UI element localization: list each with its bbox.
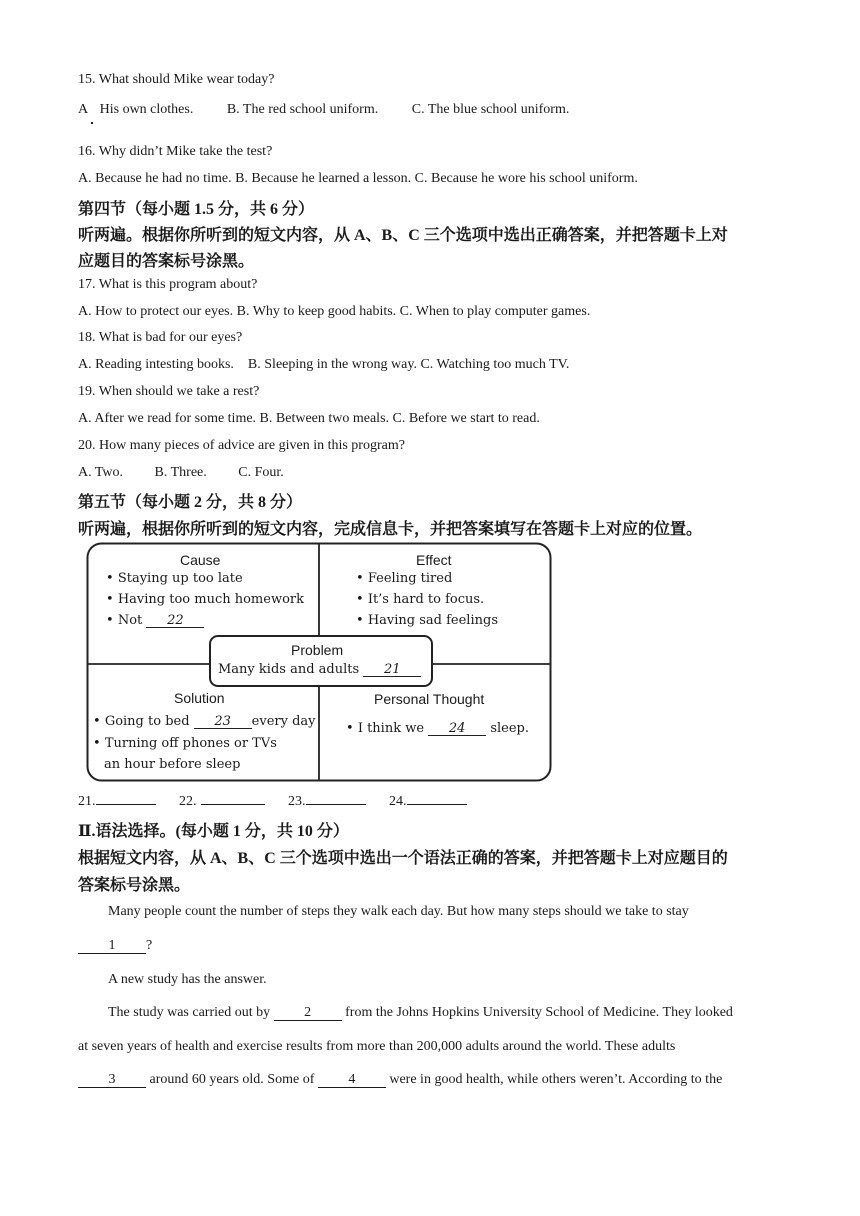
thought-item: • I think we 24 sleep. [346,721,529,736]
grammar-heading: Ⅱ.语法选择。(每小题 1 分，共 10 分） [78,823,349,840]
q18-question: 18. What is bad for our eyes? [78,330,243,345]
q20-option-b: B. Three. [154,465,207,480]
passage-line-4-post: from the Johns Hopkins University School of Medicine. They looked [345,1005,733,1020]
passage-line-1: Many people count the number of steps they walk each day. But how many steps should we take to stay [108,904,689,919]
section4-instruction-2: 应题目的答案标号涂黑。 [78,253,255,270]
q18-options: A. Reading intesting books. B. Sleeping in the wrong way. C. Watching too much TV. [78,357,570,372]
problem-text-label: Many kids and adults [218,662,360,677]
thought-title: Personal Thought [374,691,485,707]
cause-item-2-text: Having too much homework [117,592,304,607]
solution-item-1-post: every day [251,714,316,729]
cause-item-1-text: Staying up too late [117,571,243,586]
q20-question: 20. How many pieces of advice are given in this program? [78,438,405,453]
stray-dot [91,122,93,124]
answer-22-label: 22. [179,794,197,809]
passage-line-2-end: ? [146,938,153,953]
blank-23: 23 [194,715,252,729]
info-card [86,542,552,782]
passage-line-6 [78,1072,790,1088]
answer-21-label: 21. [78,794,96,809]
q16-options: A. Because he had no time. B. Because he learned a lesson. C. Because he wore his school uniform. [78,171,638,186]
answer-21-blank[interactable] [96,804,156,805]
effect-item-3: • Having sad feelings [356,613,498,628]
passage-line-4-pre: The study was carried out by [108,1005,271,1020]
answer-24-label: 24. [389,794,407,809]
effect-item-1: • Feeling tired [356,571,453,586]
effect-item-2: • It’s hard to focus. [356,592,485,607]
passage-line-5: at seven years of health and exercise results from more than 200,000 adults around the world. These adults [78,1039,676,1054]
solution-item-2-line-1: Turning off phones or TVs [104,736,277,751]
thought-pre: I think we [357,721,425,736]
q15-option-b: B. The red school uniform. [226,102,379,117]
blank-21: 21 [363,663,421,677]
solution-title: Solution [174,690,225,706]
cause-item-1: • Staying up too late [106,571,243,586]
section5-instruction: 听两遍，根据你所听到的短文内容，完成信息卡，并把答案填写在答题卡上对应的位置。 [78,521,703,538]
q19-question: 19. When should we take a rest? [78,384,260,399]
blank-2: 2 [274,1006,342,1021]
cause-title: Cause [180,552,221,568]
passage-line-3: A new study has the answer. [108,972,267,987]
blank-3: 3 [78,1073,146,1088]
answer-23-label: 23. [288,794,306,809]
effect-item-1-text: Feeling tired [367,571,453,586]
passage-line-4 [78,1005,820,1021]
solution-item-2-line-2: an hour before sleep [104,757,241,772]
effect-item-2-text: It’s hard to focus. [367,592,485,607]
blank-1: 1 [78,939,146,954]
section4-instruction-1: 听两遍。根据你所听到的短文内容，从 A、B、C 三个选项中选出正确答案，并把答题卡上对 [78,227,728,244]
effect-item-3-text: Having sad feelings [367,613,498,628]
answer-22-blank[interactable] [201,804,265,805]
q20-options [78,465,284,481]
section4-heading: 第四节（每小题 1.5 分，共 6 分） [78,201,315,218]
blank-24: 24 [428,722,486,736]
section5-heading: 第五节（每小题 2 分，共 8 分） [78,494,303,511]
q16-question: 16. Why didn’t Mike take the test? [78,144,273,159]
thought-post: sleep. [490,721,529,736]
cause-item-3: • Not 22 [106,613,204,628]
q15-question: 15. What should Mike wear today? [78,72,275,87]
problem-text [218,662,421,677]
solution-item-2: • Turning off phones or TVs [93,736,277,751]
answer-24-blank[interactable] [407,804,467,805]
answer-23-blank[interactable] [306,804,366,805]
passage-line-6-mid: around 60 years old. Some of [149,1072,315,1087]
q20-option-a: A. Two. [78,465,124,480]
grammar-instruction-1: 根据短文内容，从 A、B、C 三个选项中选出一个语法正确的答案，并把答题卡上对应题目的 [78,850,728,867]
q15-option-a: His own clothes. [99,102,194,117]
cause-not-label: Not [117,613,143,628]
q20-option-c: C. Four. [238,465,284,480]
passage-line-2 [78,938,790,954]
q19-options: A. After we read for some time. B. Between two meals. C. Before we start to read. [78,411,540,426]
q15-option-a-label: A [78,102,89,117]
blank-4: 4 [318,1073,386,1088]
problem-title: Problem [291,642,344,658]
blank-22: 22 [146,614,204,628]
effect-title: Effect [416,552,452,568]
q17-question: 17. What is this program about? [78,277,258,292]
q15-options [78,102,569,118]
passage-line-6-post: were in good health, while others weren’t. According to the [389,1072,723,1087]
q15-option-c: C. The blue school uniform. [411,102,570,117]
solution-item-1-pre: Going to bed [104,714,190,729]
cause-item-2: • Having too much homework [106,592,304,607]
grammar-instruction-2: 答案标号涂黑。 [78,877,191,894]
solution-item-1: • Going to bed 23 every day [93,714,316,729]
q17-options: A. How to protect our eyes. B. Why to keep good habits. C. When to play computer games. [78,304,591,319]
answer-lines [78,794,467,810]
